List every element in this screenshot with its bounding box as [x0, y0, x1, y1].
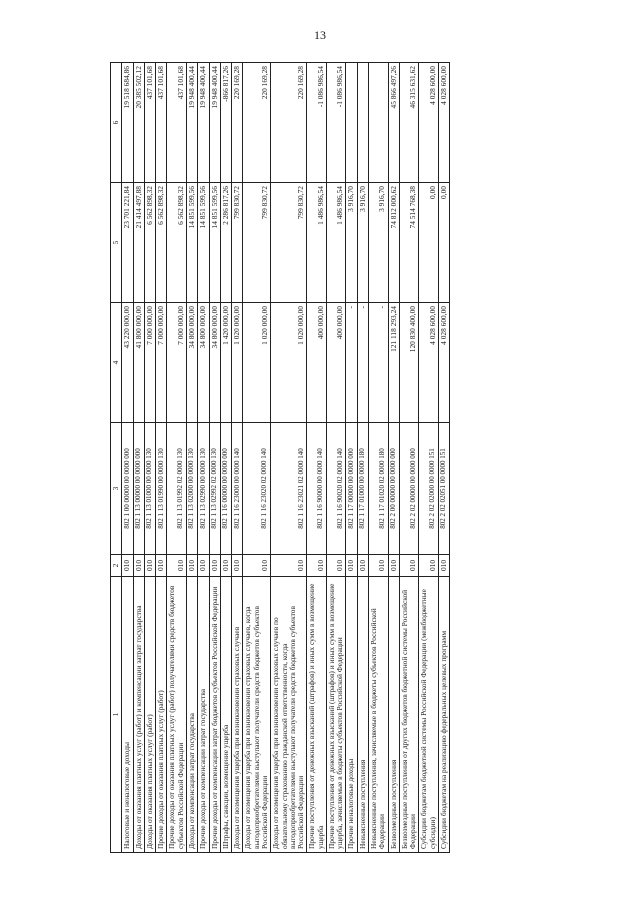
row-kbk-cell: 802 1 16 23000 00 0000 140: [232, 423, 243, 555]
table-row: [307, 63, 327, 853]
row-plan-cell: 1 420 000,00: [220, 303, 231, 423]
row-plan-cell: 7 000 000,00: [156, 303, 167, 423]
row-rest-cell: -866 817,26: [220, 63, 231, 183]
row-actual-cell: 6 562 898,32: [156, 183, 167, 303]
row-name-cell: Прочие доходы от оказания платных услуг (работ): [156, 577, 167, 853]
column-header: 6: [111, 63, 122, 183]
row-code-cell: 010: [307, 555, 327, 577]
row-rest-cell: -1 086 986,54: [326, 63, 346, 183]
table-row: [198, 63, 209, 853]
row-code-cell: 010: [144, 555, 155, 577]
row-plan-cell: 1 020 000,00: [232, 303, 243, 423]
row-code-cell: 010: [198, 555, 209, 577]
row-kbk-cell: 802 1 16 90020 02 0000 140: [326, 423, 346, 555]
row-rest-cell: 19 948 400,44: [186, 63, 197, 183]
row-actual-cell: 3 916,70: [346, 183, 357, 303]
row-kbk-cell: 802 1 13 00000 00 0000 000: [133, 423, 144, 555]
table-row: [419, 63, 439, 853]
table-row: [243, 63, 271, 853]
row-name-cell: Штрафы, санкции, возмещение ущерба: [220, 577, 231, 853]
row-code-cell: 010: [156, 555, 167, 577]
row-name-cell: Прочие поступления от денежных взысканий (штрафов) и иных сумм в возмещение ущерба, зачисляемые в бюджеты субъектов Российской Федерации: [326, 577, 346, 853]
row-code-cell: 010: [220, 555, 231, 577]
row-name-cell: Невыясненные поступления, зачисляемые в бюджеты субъектов Российской Федерации: [369, 577, 389, 853]
row-plan-cell: 34 800 000,00: [186, 303, 197, 423]
row-name-cell: Доходы от возмещения ущерба при возникновении страховых случаев по обязательному страхованию гражданской ответственности, когда выгодоприобретателями выступают получатели средств бюджетов субъектов Российской Федерации: [271, 577, 307, 853]
row-plan-cell: 7 000 000,00: [167, 303, 187, 423]
row-plan-cell: 4 028 600,00: [439, 303, 450, 423]
row-name-cell: Доходы от оказания платных услуг (работ): [144, 577, 155, 853]
row-rest-cell: -1 086 986,54: [307, 63, 327, 183]
row-name-cell: Субсидии бюджетам бюджетной системы Российской Федерации (межбюджетные субсидии): [419, 577, 439, 853]
row-plan-cell: 43 220 000,00: [122, 303, 133, 423]
row-plan-cell: 4 028 600,00: [419, 303, 439, 423]
row-name-cell: Безвозмездные поступления от других бюджетов бюджетной системы Российской Федерации: [399, 577, 419, 853]
row-actual-cell: 6 562 898,32: [167, 183, 187, 303]
row-plan-cell: 120 830 400,00: [399, 303, 419, 423]
row-code-cell: 010: [186, 555, 197, 577]
row-name-cell: Прочие поступления от денежных взысканий (штрафов) и иных сумм в возмещение ущерба: [307, 577, 327, 853]
row-code-cell: 010: [209, 555, 220, 577]
row-code-cell: 010: [357, 555, 368, 577]
row-kbk-cell: 802 1 13 01000 00 0000 130: [144, 423, 155, 555]
table-row: [388, 63, 399, 853]
row-code-cell: 010: [369, 555, 389, 577]
row-actual-cell: 2 286 817,26: [220, 183, 231, 303]
row-kbk-cell: 802 1 16 90000 00 0000 140: [307, 423, 327, 555]
row-kbk-cell: 802 2 00 00000 00 0000 000: [388, 423, 399, 555]
row-plan-cell: -: [369, 303, 389, 423]
row-code-cell: 010: [232, 555, 243, 577]
row-rest-cell: [346, 63, 357, 183]
row-plan-cell: 34 800 000,00: [209, 303, 220, 423]
row-code-cell: 010: [439, 555, 450, 577]
table-header-row: [111, 63, 122, 853]
table-row: [167, 63, 187, 853]
row-code-cell: 010: [419, 555, 439, 577]
row-plan-cell: 41 800 000,00: [133, 303, 144, 423]
row-code-cell: 010: [243, 555, 271, 577]
row-plan-cell: 34 800 000,00: [198, 303, 209, 423]
row-code-cell: 010: [167, 555, 187, 577]
row-kbk-cell: 802 1 13 02990 00 0000 130: [198, 423, 209, 555]
row-name-cell: Прочие доходы от компенсации затрат бюджетов субъектов Российской Федерации: [209, 577, 220, 853]
row-kbk-cell: 802 2 02 00000 00 0000 000: [399, 423, 419, 555]
row-name-cell: Доходы от возмещения ущерба при возникновении страховых случаев: [232, 577, 243, 853]
row-plan-cell: 1 020 000,00: [271, 303, 307, 423]
rotated-table-wrapper: [110, 62, 450, 853]
row-actual-cell: 3 916,70: [357, 183, 368, 303]
row-name-cell: Прочие доходы от компенсации затрат государства: [198, 577, 209, 853]
row-actual-cell: 14 851 599,56: [186, 183, 197, 303]
column-header: 3: [111, 423, 122, 555]
row-actual-cell: 799 830,72: [232, 183, 243, 303]
table-row: [369, 63, 389, 853]
table-row: [399, 63, 419, 853]
column-header: 4: [111, 303, 122, 423]
table-row: [346, 63, 357, 853]
row-rest-cell: 437 101,68: [144, 63, 155, 183]
row-code-cell: 010: [346, 555, 357, 577]
row-actual-cell: 74 812 000,62: [388, 183, 399, 303]
row-actual-cell: 799 830,72: [243, 183, 271, 303]
row-plan-cell: 121 118 293,24: [388, 303, 399, 423]
row-kbk-cell: 802 1 13 01992 02 0000 130: [167, 423, 187, 555]
revenue-table: [110, 62, 450, 853]
row-actual-cell: 14 851 599,56: [198, 183, 209, 303]
row-actual-cell: 0,00: [419, 183, 439, 303]
row-kbk-cell: 802 1 16 23021 02 0000 140: [271, 423, 307, 555]
row-plan-cell: -: [357, 303, 368, 423]
row-rest-cell: 437 101,68: [167, 63, 187, 183]
row-rest-cell: [369, 63, 389, 183]
row-rest-cell: 19 518 684,86: [122, 63, 133, 183]
table-row: [326, 63, 346, 853]
row-rest-cell: 437 101,68: [156, 63, 167, 183]
row-name-cell: Прочие доходы от оказания платных услуг (работ) получателями средств бюджетов субъектов Российской Федерации: [167, 577, 187, 853]
row-plan-cell: 400 000,00: [307, 303, 327, 423]
table-row: [271, 63, 307, 853]
row-actual-cell: 21 414 497,88: [133, 183, 144, 303]
row-kbk-cell: 802 2 02 02000 00 0000 151: [419, 423, 439, 555]
row-rest-cell: [357, 63, 368, 183]
column-header: 5: [111, 183, 122, 303]
row-actual-cell: 6 562 898,32: [144, 183, 155, 303]
table-row: [357, 63, 368, 853]
row-actual-cell: 14 851 599,56: [209, 183, 220, 303]
row-name-cell: Налоговые и неналоговые доходы: [122, 577, 133, 853]
row-rest-cell: 220 169,28: [243, 63, 271, 183]
row-kbk-cell: 802 1 13 02000 00 0000 130: [186, 423, 197, 555]
row-kbk-cell: 802 1 00 00000 00 0000 000: [122, 423, 133, 555]
table-row: [144, 63, 155, 853]
row-kbk-cell: 802 1 13 02992 02 0000 130: [209, 423, 220, 555]
table-row: [439, 63, 450, 853]
table-row: [122, 63, 133, 853]
column-header: 2: [111, 555, 122, 577]
row-code-cell: 010: [133, 555, 144, 577]
row-kbk-cell: 802 1 13 01990 00 0000 130: [156, 423, 167, 555]
row-actual-cell: 799 830,72: [271, 183, 307, 303]
page-number: 13: [314, 28, 326, 42]
table-row: [220, 63, 231, 853]
row-kbk-cell: 802 2 02 02051 00 0000 151: [439, 423, 450, 555]
row-kbk-cell: 802 1 16 23020 02 0000 140: [243, 423, 271, 555]
row-name-cell: Доходы от компенсации затрат государства: [186, 577, 197, 853]
table-row: [232, 63, 243, 853]
table-row: [156, 63, 167, 853]
row-kbk-cell: 802 1 17 01000 00 0000 180: [357, 423, 368, 555]
row-actual-cell: 1 486 986,54: [307, 183, 327, 303]
table-row: [209, 63, 220, 853]
row-kbk-cell: 802 1 17 01020 02 0000 180: [369, 423, 389, 555]
row-code-cell: 010: [399, 555, 419, 577]
row-name-cell: Доходы от оказания платных услуг (работ) и компенсации затрат государства: [133, 577, 144, 853]
row-plan-cell: 400 000,00: [326, 303, 346, 423]
row-rest-cell: 19 948 400,44: [198, 63, 209, 183]
row-name-cell: Прочие неналоговые доходы: [346, 577, 357, 853]
row-name-cell: Доходы от возмещения ущерба при возникновении страховых случаев, когда выгодоприобретателями выступают получатели средств бюджетов субъектов Российской Федерации: [243, 577, 271, 853]
row-plan-cell: 1 020 000,00: [243, 303, 271, 423]
row-actual-cell: 0,00: [439, 183, 450, 303]
row-name-cell: Невыясненные поступления: [357, 577, 368, 853]
row-code-cell: 010: [122, 555, 133, 577]
row-rest-cell: 220 169,28: [271, 63, 307, 183]
row-code-cell: 010: [326, 555, 346, 577]
row-code-cell: 010: [271, 555, 307, 577]
row-kbk-cell: 802 1 17 00000 00 0000 000: [346, 423, 357, 555]
row-actual-cell: 1 486 986,54: [326, 183, 346, 303]
row-actual-cell: 23 701 221,84: [122, 183, 133, 303]
row-rest-cell: 220 169,28: [232, 63, 243, 183]
row-kbk-cell: 802 1 16 00000 00 0000 000: [220, 423, 231, 555]
table-row: [186, 63, 197, 853]
row-rest-cell: 4 028 600,00: [419, 63, 439, 183]
row-actual-cell: 74 514 768,38: [399, 183, 419, 303]
row-rest-cell: 45 866 497,26: [388, 63, 399, 183]
row-rest-cell: 4 028 600,00: [439, 63, 450, 183]
row-name-cell: Безвозмездные поступления: [388, 577, 399, 853]
row-rest-cell: 20 385 502,12: [133, 63, 144, 183]
row-rest-cell: 46 315 631,62: [399, 63, 419, 183]
column-header: 1: [111, 577, 122, 853]
row-plan-cell: -: [346, 303, 357, 423]
row-actual-cell: 3 916,70: [369, 183, 389, 303]
row-plan-cell: 7 000 000,00: [144, 303, 155, 423]
table-row: [133, 63, 144, 853]
row-rest-cell: 19 948 400,44: [209, 63, 220, 183]
row-name-cell: Субсидии бюджетам на реализацию федеральных целевых программ: [439, 577, 450, 853]
row-code-cell: 010: [388, 555, 399, 577]
